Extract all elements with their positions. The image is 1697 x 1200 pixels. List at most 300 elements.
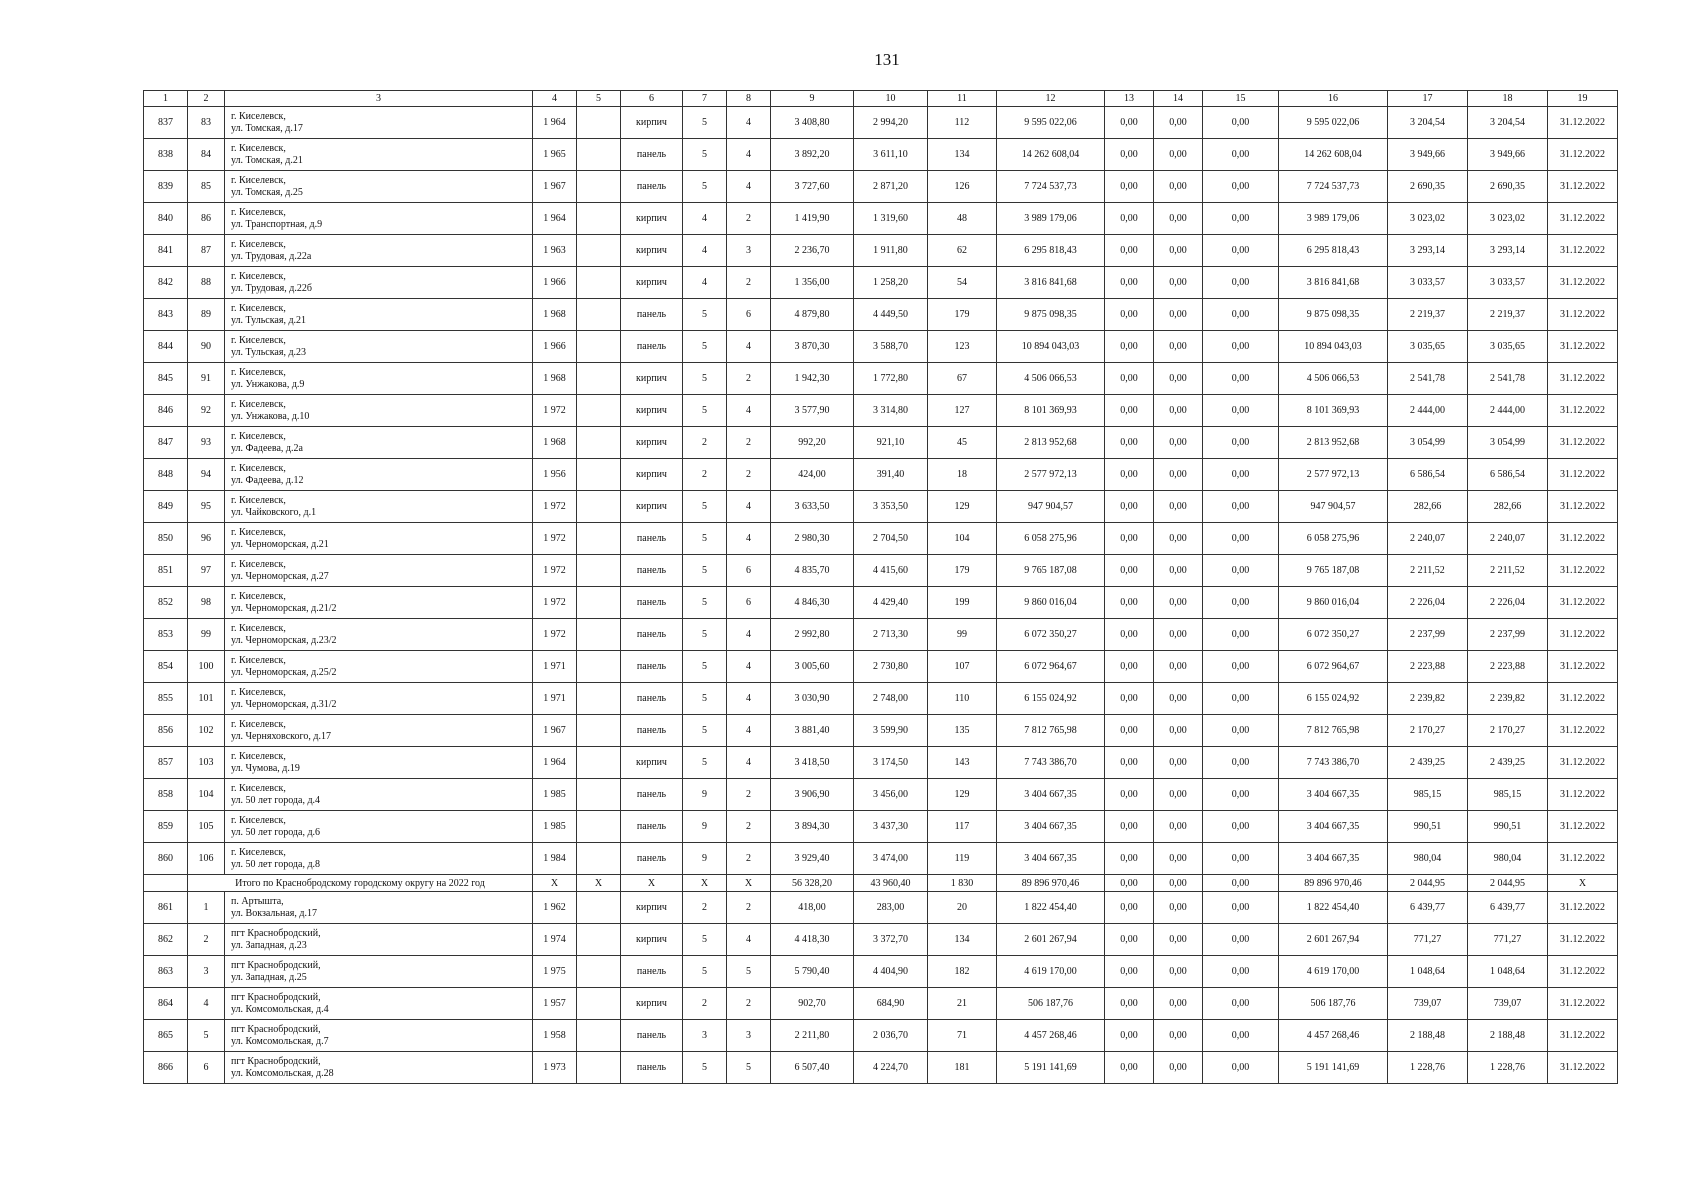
table-cell: 506 187,76 [1279, 988, 1388, 1020]
table-cell: 6 586,54 [1388, 459, 1468, 491]
address-line: г. Киселевск, [231, 174, 286, 186]
table-cell: панель [621, 555, 683, 587]
table-cell: 2 188,48 [1388, 1020, 1468, 1052]
table-cell: 1 967 [533, 715, 577, 747]
table-cell: 0,00 [1203, 747, 1279, 779]
table-cell: кирпич [621, 235, 683, 267]
table-cell: кирпич [621, 491, 683, 523]
table-cell: 1 356,00 [771, 267, 854, 299]
table-cell: 96 [188, 523, 225, 555]
table-cell: 90 [188, 331, 225, 363]
address-line: ул. Западная, д.23 [231, 939, 307, 951]
column-header: 7 [683, 91, 727, 107]
table-cell: 0,00 [1154, 171, 1203, 203]
table-cell: 3 404 667,35 [997, 779, 1105, 811]
table-cell: 179 [928, 555, 997, 587]
table-cell: 2 223,88 [1388, 651, 1468, 683]
table-cell: 5 [683, 619, 727, 651]
table-cell: 31.12.2022 [1548, 811, 1618, 843]
table-cell: 847 [144, 427, 188, 459]
table-cell: 0,00 [1105, 811, 1154, 843]
table-cell: 2 170,27 [1388, 715, 1468, 747]
table-cell: 2 980,30 [771, 523, 854, 555]
column-header: 16 [1279, 91, 1388, 107]
table-cell: 0,00 [1105, 491, 1154, 523]
table-cell: 5 [683, 139, 727, 171]
table-cell: 0,00 [1105, 875, 1154, 892]
table-cell: 0,00 [1105, 523, 1154, 555]
table-cell: 6 072 964,67 [997, 651, 1105, 683]
table-cell: 20 [928, 892, 997, 924]
table-cell: 181 [928, 1052, 997, 1084]
table-cell: 3 404 667,35 [1279, 843, 1388, 875]
table-cell: 0,00 [1154, 683, 1203, 715]
table-cell: 31.12.2022 [1548, 1020, 1618, 1052]
table-cell: 7 812 765,98 [1279, 715, 1388, 747]
table-cell: 89 [188, 299, 225, 331]
table-cell: 0,00 [1203, 235, 1279, 267]
table-cell: 0,00 [1203, 523, 1279, 555]
table-cell: 134 [928, 924, 997, 956]
table-cell [577, 1052, 621, 1084]
address-cell [225, 491, 533, 523]
table-cell: 9 595 022,06 [997, 107, 1105, 139]
table-cell: 0,00 [1154, 395, 1203, 427]
table-cell: 0,00 [1203, 555, 1279, 587]
table-cell: 91 [188, 363, 225, 395]
table-cell: 102 [188, 715, 225, 747]
table-cell: 0,00 [1154, 203, 1203, 235]
table-cell: 106 [188, 843, 225, 875]
table-cell: 0,00 [1154, 956, 1203, 988]
table-cell: 0,00 [1154, 715, 1203, 747]
table-cell: 4 [727, 171, 771, 203]
column-header: 12 [997, 91, 1105, 107]
table-row [144, 1052, 1618, 1084]
table-cell: 3 418,50 [771, 747, 854, 779]
table-cell: панель [621, 139, 683, 171]
table-cell: 3 314,80 [854, 395, 928, 427]
table-cell: 110 [928, 683, 997, 715]
address-line: ул. 50 лет города, д.8 [231, 858, 321, 870]
table-cell: 9 860 016,04 [997, 587, 1105, 619]
table-cell: кирпич [621, 363, 683, 395]
table-cell: 0,00 [1154, 1052, 1203, 1084]
table-cell: 0,00 [1105, 1020, 1154, 1052]
table-cell: 3 611,10 [854, 139, 928, 171]
table-cell: 1 973 [533, 1052, 577, 1084]
table-cell: 2 541,78 [1468, 363, 1548, 395]
table-cell: 31.12.2022 [1548, 427, 1618, 459]
table-cell: 1 965 [533, 139, 577, 171]
table-cell: 850 [144, 523, 188, 555]
table-cell: 9 [683, 843, 727, 875]
address-line: г. Киселевск, [231, 398, 286, 410]
table-cell: 3 727,60 [771, 171, 854, 203]
table-cell: 3 [683, 1020, 727, 1052]
table-cell: 0,00 [1105, 139, 1154, 171]
table-cell: 4 619 170,00 [997, 956, 1105, 988]
table-cell: кирпич [621, 107, 683, 139]
table-cell: 98 [188, 587, 225, 619]
column-number-row [144, 91, 1618, 107]
address-line: ул. Вокзальная, д.17 [231, 907, 317, 919]
table-cell: 921,10 [854, 427, 928, 459]
table-cell: 4 415,60 [854, 555, 928, 587]
address-line: г. Киселевск, [231, 494, 286, 506]
table-cell: 6 295 818,43 [1279, 235, 1388, 267]
address-line: ул. Чумова, д.19 [231, 762, 300, 774]
table-cell: 4 418,30 [771, 924, 854, 956]
table-cell: 1 911,80 [854, 235, 928, 267]
table-cell: 1 985 [533, 779, 577, 811]
table-row [144, 171, 1618, 203]
table-cell: 2 [727, 811, 771, 843]
table-cell: 3 054,99 [1388, 427, 1468, 459]
address-line: г. Киселевск, [231, 654, 286, 666]
table-cell: 0,00 [1203, 619, 1279, 651]
table-cell: 4 [727, 651, 771, 683]
table-cell: 117 [928, 811, 997, 843]
table-cell [577, 1020, 621, 1052]
table-cell: 3 [188, 956, 225, 988]
table-cell: 0,00 [1203, 843, 1279, 875]
table-row [144, 459, 1618, 491]
table-cell: 1 968 [533, 427, 577, 459]
table-cell [577, 956, 621, 988]
table-cell: 990,51 [1468, 811, 1548, 843]
address-line: ул. Унжакова, д.9 [231, 378, 305, 390]
address-line: г. Киселевск, [231, 686, 286, 698]
table-cell: 5 [683, 587, 727, 619]
table-cell: 980,04 [1468, 843, 1548, 875]
address-cell [225, 651, 533, 683]
table-cell: 0,00 [1203, 1020, 1279, 1052]
table-cell: 4 [727, 491, 771, 523]
column-header: 6 [621, 91, 683, 107]
table-cell: 2 748,00 [854, 683, 928, 715]
table-cell: X [577, 875, 621, 892]
table-cell: 0,00 [1154, 459, 1203, 491]
address-line: ул. Западная, д.25 [231, 971, 307, 983]
table-cell: 0,00 [1105, 956, 1154, 988]
table-cell: 89 896 970,46 [1279, 875, 1388, 892]
table-cell: 107 [928, 651, 997, 683]
table-cell: 1 963 [533, 235, 577, 267]
table-cell: 3 949,66 [1388, 139, 1468, 171]
table-cell: 31.12.2022 [1548, 587, 1618, 619]
address-line: ул. Транспортная, д.9 [231, 218, 323, 230]
table-cell: 3 293,14 [1388, 235, 1468, 267]
table-cell: 0,00 [1105, 924, 1154, 956]
table-cell: 771,27 [1388, 924, 1468, 956]
table-cell: 1 048,64 [1388, 956, 1468, 988]
address-cell [225, 395, 533, 427]
table-cell: 4 [727, 715, 771, 747]
table-cell: 9 875 098,35 [1279, 299, 1388, 331]
table-cell: 9 765 187,08 [1279, 555, 1388, 587]
table-cell: 856 [144, 715, 188, 747]
address-cell [225, 892, 533, 924]
table-cell: 92 [188, 395, 225, 427]
table-row [144, 267, 1618, 299]
table-cell: 1 972 [533, 555, 577, 587]
table-cell: 3 949,66 [1468, 139, 1548, 171]
table-cell: 6 058 275,96 [997, 523, 1105, 555]
table-cell: 126 [928, 171, 997, 203]
table-cell: 3 404 667,35 [1279, 811, 1388, 843]
address-cell [225, 235, 533, 267]
address-line: ул. Трудовая, д.22б [231, 282, 312, 294]
table-cell: 865 [144, 1020, 188, 1052]
table-cell: 3 577,90 [771, 395, 854, 427]
table-cell: 31.12.2022 [1548, 139, 1618, 171]
table-cell: 3 174,50 [854, 747, 928, 779]
address-line: ул. Томская, д.25 [231, 186, 303, 198]
address-line: ул. Комсомольская, д.28 [231, 1067, 334, 1079]
table-cell: 5 [683, 107, 727, 139]
table-cell: 2 188,48 [1468, 1020, 1548, 1052]
table-cell: 31.12.2022 [1548, 892, 1618, 924]
table-cell: 0,00 [1105, 299, 1154, 331]
table-cell: 0,00 [1154, 363, 1203, 395]
table-row [144, 956, 1618, 988]
address-line: ул. Тульская, д.23 [231, 346, 307, 358]
table-cell: 31.12.2022 [1548, 715, 1618, 747]
table-cell: 1 419,90 [771, 203, 854, 235]
address-cell [225, 715, 533, 747]
table-cell: 31.12.2022 [1548, 683, 1618, 715]
table-cell: 2 211,52 [1468, 555, 1548, 587]
table-cell: 0,00 [1203, 683, 1279, 715]
table-cell: X [621, 875, 683, 892]
table-cell: 0,00 [1203, 139, 1279, 171]
table-cell: 0,00 [1154, 331, 1203, 363]
table-cell: панель [621, 683, 683, 715]
table-cell: 2 690,35 [1388, 171, 1468, 203]
table-cell: 7 724 537,73 [1279, 171, 1388, 203]
table-cell: 864 [144, 988, 188, 1020]
housing-register-table [143, 90, 1618, 1084]
table-cell: 93 [188, 427, 225, 459]
table-cell: 31.12.2022 [1548, 651, 1618, 683]
total-row [144, 875, 1618, 892]
table-cell [144, 875, 188, 892]
table-cell [577, 715, 621, 747]
table-cell: 860 [144, 843, 188, 875]
table-cell: панель [621, 619, 683, 651]
address-line: г. Киселевск, [231, 206, 286, 218]
table-cell: 992,20 [771, 427, 854, 459]
table-cell: панель [621, 811, 683, 843]
table-cell: 851 [144, 555, 188, 587]
table-cell: 3 005,60 [771, 651, 854, 683]
table-cell: 5 [683, 523, 727, 555]
table-cell: 5 [683, 956, 727, 988]
table-cell: 852 [144, 587, 188, 619]
table-cell: 842 [144, 267, 188, 299]
table-cell: панель [621, 587, 683, 619]
table-cell: кирпич [621, 747, 683, 779]
table-cell: 2 704,50 [854, 523, 928, 555]
table-cell: 2 237,99 [1468, 619, 1548, 651]
table-cell: 2 [727, 203, 771, 235]
table-cell: 10 894 043,03 [997, 331, 1105, 363]
table-cell: 6 072 964,67 [1279, 651, 1388, 683]
table-cell: 1 048,64 [1468, 956, 1548, 988]
address-line: г. Киселевск, [231, 558, 286, 570]
table-cell: 134 [928, 139, 997, 171]
address-line: ул. Томская, д.21 [231, 154, 303, 166]
table-cell: 21 [928, 988, 997, 1020]
table-cell: 4 506 066,53 [997, 363, 1105, 395]
address-line: ул. Фадеева, д.2а [231, 442, 303, 454]
table-cell: 0,00 [1105, 203, 1154, 235]
table-cell: 0,00 [1203, 811, 1279, 843]
address-line: ул. Черняховского, д.17 [231, 730, 331, 742]
table-cell: 3 404 667,35 [997, 811, 1105, 843]
table-cell: 6 [188, 1052, 225, 1084]
table-cell: 7 743 386,70 [1279, 747, 1388, 779]
table-cell: 2 730,80 [854, 651, 928, 683]
table-cell: 3 989 179,06 [997, 203, 1105, 235]
table-cell: панель [621, 651, 683, 683]
table-cell: 2 577 972,13 [1279, 459, 1388, 491]
table-cell: 4 [727, 683, 771, 715]
table-cell: 4 [727, 395, 771, 427]
table-cell: 0,00 [1154, 619, 1203, 651]
table-cell: 3 437,30 [854, 811, 928, 843]
table-row [144, 139, 1618, 171]
table-cell: 112 [928, 107, 997, 139]
table-cell: 2 223,88 [1468, 651, 1548, 683]
table-cell: 0,00 [1203, 395, 1279, 427]
table-cell: 5 191 141,69 [1279, 1052, 1388, 1084]
table-cell: 2 236,70 [771, 235, 854, 267]
table-row [144, 988, 1618, 1020]
table-cell: 947 904,57 [997, 491, 1105, 523]
table-cell: 844 [144, 331, 188, 363]
table-cell: 2 444,00 [1388, 395, 1468, 427]
table-cell: 2 [727, 267, 771, 299]
table-cell: 2 044,95 [1468, 875, 1548, 892]
table-cell: 1 971 [533, 683, 577, 715]
table-cell: 0,00 [1105, 363, 1154, 395]
table-cell: 391,40 [854, 459, 928, 491]
table-cell: 2 170,27 [1468, 715, 1548, 747]
table-cell: 2 [727, 779, 771, 811]
table-cell: 0,00 [1203, 491, 1279, 523]
table-cell: 0,00 [1203, 427, 1279, 459]
address-line: ул. Томская, д.17 [231, 122, 303, 134]
address-cell [225, 988, 533, 1020]
table-cell [577, 363, 621, 395]
table-cell: 848 [144, 459, 188, 491]
address-cell [225, 555, 533, 587]
table-cell: 9 [683, 811, 727, 843]
table-cell: 4 879,80 [771, 299, 854, 331]
table-cell: 5 [683, 555, 727, 587]
address-line: г. Киселевск, [231, 334, 286, 346]
table-cell [577, 523, 621, 555]
table-cell: 0,00 [1105, 267, 1154, 299]
table-cell: кирпич [621, 427, 683, 459]
table-cell: 31.12.2022 [1548, 956, 1618, 988]
address-line: г. Киселевск, [231, 750, 286, 762]
table-cell: 0,00 [1154, 427, 1203, 459]
table-cell: 100 [188, 651, 225, 683]
table-cell: 841 [144, 235, 188, 267]
table-cell: 3 353,50 [854, 491, 928, 523]
table-cell: 0,00 [1203, 956, 1279, 988]
column-header: 2 [188, 91, 225, 107]
table-cell: 3 929,40 [771, 843, 854, 875]
table-cell: 0,00 [1203, 363, 1279, 395]
table-cell: 0,00 [1154, 491, 1203, 523]
table-cell: 3 [727, 1020, 771, 1052]
table-cell: 0,00 [1154, 235, 1203, 267]
table-cell: панель [621, 779, 683, 811]
table-cell: 0,00 [1154, 139, 1203, 171]
table-cell [577, 427, 621, 459]
table-cell [577, 587, 621, 619]
table-cell: 1 957 [533, 988, 577, 1020]
table-cell: 1 971 [533, 651, 577, 683]
table-cell: 0,00 [1154, 811, 1203, 843]
address-cell [225, 779, 533, 811]
table-cell: 4 [683, 203, 727, 235]
table-cell: 6 058 275,96 [1279, 523, 1388, 555]
table-cell: 31.12.2022 [1548, 299, 1618, 331]
table-cell: 3 293,14 [1468, 235, 1548, 267]
table-row [144, 747, 1618, 779]
table-cell: 2 237,99 [1388, 619, 1468, 651]
table-row [144, 619, 1618, 651]
table-cell: 9 875 098,35 [997, 299, 1105, 331]
table-row [144, 843, 1618, 875]
table-cell: 2 690,35 [1468, 171, 1548, 203]
table-cell: 3 033,57 [1468, 267, 1548, 299]
table-cell: 56 328,20 [771, 875, 854, 892]
table-cell: 506 187,76 [997, 988, 1105, 1020]
table-cell: 4 506 066,53 [1279, 363, 1388, 395]
address-line: ул. Черноморская, д.23/2 [231, 634, 337, 646]
table-cell: 1 972 [533, 587, 577, 619]
table-cell: 2 439,25 [1388, 747, 1468, 779]
table-cell: 0,00 [1105, 988, 1154, 1020]
address-line: г. Киселевск, [231, 366, 286, 378]
table-row [144, 779, 1618, 811]
table-cell: 103 [188, 747, 225, 779]
table-row [144, 651, 1618, 683]
table-cell: 0,00 [1203, 299, 1279, 331]
table-cell: 5 [683, 171, 727, 203]
table-cell: 95 [188, 491, 225, 523]
table-cell: 1 972 [533, 395, 577, 427]
table-cell: 87 [188, 235, 225, 267]
table-cell: 283,00 [854, 892, 928, 924]
table-cell: 3 204,54 [1468, 107, 1548, 139]
table-cell [577, 892, 621, 924]
table-cell: 1 975 [533, 956, 577, 988]
table-cell: 0,00 [1154, 1020, 1203, 1052]
table-cell: 3 204,54 [1388, 107, 1468, 139]
table-cell: 739,07 [1468, 988, 1548, 1020]
table-cell: 843 [144, 299, 188, 331]
table-cell: 6 072 350,27 [1279, 619, 1388, 651]
table-cell: 7 812 765,98 [997, 715, 1105, 747]
address-line: пгт Краснобродский, [231, 959, 321, 971]
